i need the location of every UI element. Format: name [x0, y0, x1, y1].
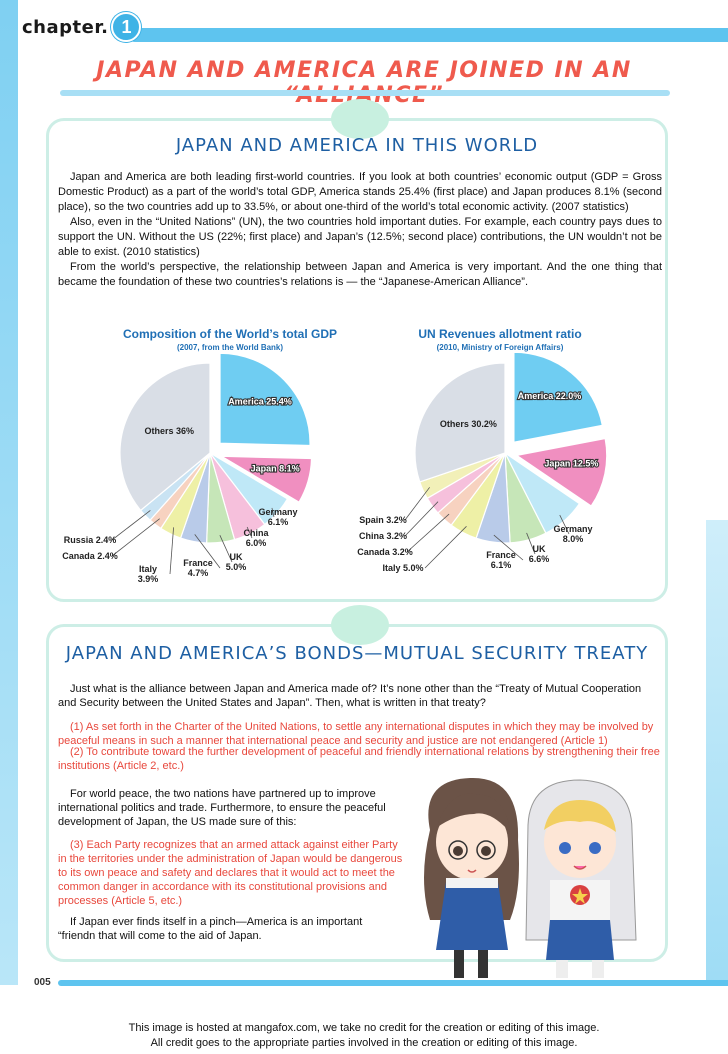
un-pie-chart: [355, 355, 655, 595]
pie-label-germany: Germany 6.1%: [258, 507, 298, 527]
pie-label-russia: Russia 2.4%: [63, 535, 117, 545]
gdp-chart-subtitle: (2007, from the World Bank): [176, 343, 284, 352]
chapter-number-badge: 1: [111, 12, 141, 42]
leader-line-canada: [407, 514, 449, 552]
pie-label-spain: Spain 3.2%: [359, 515, 407, 525]
title-underline: [60, 90, 670, 96]
pie-label-others: Others 36%: [144, 425, 195, 436]
leader-line-russia: [112, 510, 150, 540]
pie-label-china: China 6.0%: [243, 528, 269, 548]
pie-label-japan: Japan 8.1%: [250, 463, 300, 474]
characters-illustration: [410, 770, 650, 985]
pie-label-italy: Italy 5.0%: [382, 563, 424, 573]
pie-label-japan: Japan 12.5%: [544, 458, 599, 469]
treaty-intro: Just what is the alliance between Japan and America made of? It’s none other than the “Treaty of Mutual Cooperation and Security between the United States and Japan”. Then, what is written in that treaty?: [58, 683, 642, 709]
pie-label-canada: Canada 2.4%: [62, 551, 118, 561]
un-chart-subtitle: (2010, Ministry of Foreign Affairs): [436, 343, 564, 352]
leader-line-canada: [112, 519, 160, 556]
treaty-article-1: (1) As set forth in the Charter of the United Nations, to settle any international disputes in which they may be involved by peaceful means in such a manner that international peace and security and justice are not endangered (Article 1): [58, 721, 654, 747]
treaty-article-2: (2) To contribute toward the further development of peaceful and friendly international relations by strengthening their free institutions (Article 2, etc.): [58, 746, 660, 772]
un-chart-title: UN Revenues allotment ratio: [418, 327, 582, 341]
credit-line-1: This image is hosted at mangafox.com, we take no credit for the creation or editing of this image.: [128, 1022, 600, 1034]
gdp-pie-chart: [60, 355, 360, 595]
leader-line-spain: [405, 487, 430, 520]
chapter-header: [22, 12, 141, 42]
pie-label-canada: Canada 3.2%: [357, 547, 413, 557]
pie-label-italy: Italy 3.9%: [137, 564, 159, 584]
credit-line-2: All credit goes to the appropriate parties involved in the creation or editing of this image.: [150, 1037, 578, 1049]
pie-label-others: Others 30.2%: [439, 418, 497, 429]
paragraph-alliance: From the world’s perspective, the relationship between Japan and America is very important. And the one thing that became the foundation of these two countries’s relations is — the “Japanese-American Alliance”.: [58, 261, 662, 288]
panel-top-blob: [331, 605, 389, 645]
gdp-chart-title: Composition of the World’s total GDP: [123, 327, 337, 341]
pie-label-china: China 3.2%: [358, 531, 408, 541]
japan-character: [424, 778, 519, 978]
page-title: JAPAN AND AMERICA ARE JOINED IN AN: [96, 58, 632, 83]
page-number: 005: [34, 977, 51, 988]
section-world-title: JAPAN AND AMERICA IN THIS WORLD: [175, 135, 539, 156]
pie-label-germany: Germany 8.0%: [553, 524, 593, 544]
chapter-word: chapter.: [22, 16, 109, 38]
america-character: [526, 780, 636, 978]
pie-label-france: France 6.1%: [486, 550, 516, 570]
pie-label-america: America 25.4%: [228, 396, 292, 407]
pie-label-uk: UK 5.0%: [225, 552, 247, 572]
leader-line-china: [405, 502, 438, 536]
treaty-peace-text: For world peace, the two nations have partnered up to improve international politics and trade. Furthermore, to ensure the peaceful development of Japan, the US made sure of this:: [58, 788, 386, 828]
section-treaty-title: JAPAN AND AMERICA’S BONDS—MUTUAL SECURITY TREATY: [65, 643, 649, 664]
leader-line-italy: [425, 526, 466, 568]
pie-label-uk: UK 6.6%: [528, 544, 550, 564]
footer-line: [58, 980, 728, 986]
right-decor-bar: [706, 520, 728, 985]
treaty-article-3: (3) Each Party recognizes that an armed attack against either Party in the territories under the administration of Japan would be dangerous to its own peace and safety and declares that it would act to meet the common danger in accordance with its constitutional provisions and processes (Article 5, etc.): [58, 839, 403, 907]
pie-label-france: France 4.7%: [183, 558, 213, 578]
chapter-header-line: [128, 28, 728, 42]
paragraph-gdp: Japan and America are both leading first-world countries. If you look at both countries’ economic output (GDP = Gross Domestic Product) as a part of the world’s total GDP, America stands 25.4% (first place) and Japan produces 8.1% (second place), so the two countries add up to 33.5%, or about one-third of the world’s total economic activity. (2007 statistics): [58, 171, 662, 213]
left-decor-bar: [0, 0, 18, 985]
panel-top-blob: [331, 99, 389, 139]
treaty-closing: If Japan ever finds itself in a pinch—America is an important “friendn that will come to the aid of Japan.: [58, 916, 363, 942]
paragraph-un: Also, even in the “United Nations” (UN), the two countries hold important duties. For example, each country pays dues to support the UN. Without the US (22%; first place) and Japan’s (12.5%; second place) contributions, the UN wouldn’t not be able to exist. (2010 statistics): [58, 216, 662, 258]
section-world-text: [58, 170, 662, 290]
pie-label-america: America 22.0%: [517, 391, 582, 402]
